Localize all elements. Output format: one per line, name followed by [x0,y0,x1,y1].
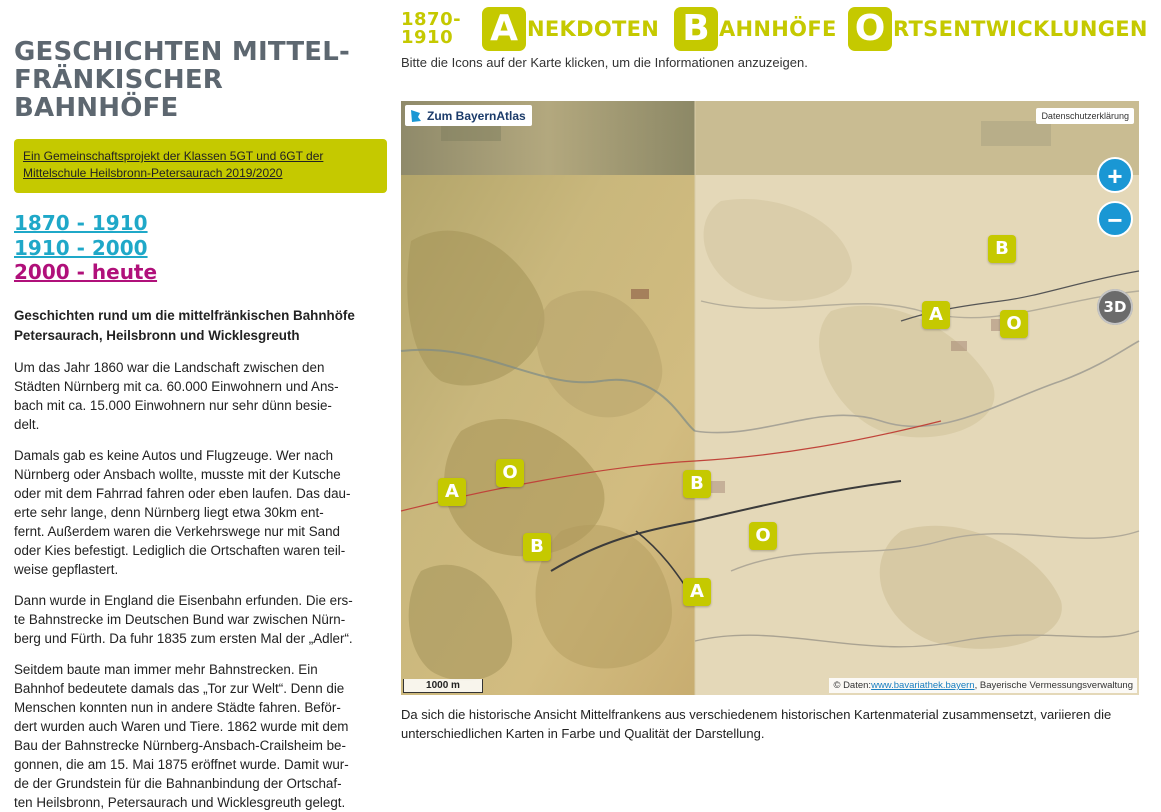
category-letter-a: A [482,7,526,51]
category-anekdoten[interactable] [482,6,659,52]
category-letter-o: O [848,7,892,51]
map-attribution [829,678,1137,693]
paragraph: Damals gab es keine Autos und Flugzeuge. Wer nach Nürnberg oder Ansbach wollte, musste mit der Kutsche oder mit dem Fahrrad fahren oder eben laufen. Das dau- erte sehr lange, denn Nürnberg liegt etwa 30km ent- fernt. Außerdem waren die Verkehrswege nur mit Sand oder Kies befestigt. Lediglich die Ortschaften waren teil- weise gepflastert. [14,447,351,577]
paragraph: Dann wurde in England die Eisenbahn erfunden. Die ers- te Bahnstrecke im Deutschen Bund war zwischen Nürn- berg und Fürth. Da fuhr 1835 zum ersten Mal der „Adler“. [14,592,353,646]
map-marker-b[interactable]: B [988,235,1016,263]
3d-view-button[interactable]: 3D [1097,289,1133,325]
bayernatlas-button[interactable] [405,105,532,126]
map-marker-b[interactable]: B [523,533,551,561]
era-badge: 1870- 1910 [401,9,462,48]
attribution-prefix: © Daten: [833,680,872,691]
category-ortsentwicklungen[interactable] [848,6,1148,52]
attribution-suffix: , Bayerische Vermessungsverwaltung [974,680,1133,691]
map-marker-b[interactable]: B [683,470,711,498]
category-bahnhoefe[interactable] [674,6,837,52]
left-column [14,38,387,812]
project-info-box [14,139,387,193]
paragraph: Seitdem baute man immer mehr Bahnstrecken. Ein Bahnhof bedeutete damals das „Tor zur Welt“. Denn die Menschen konnten nun in andere Städte fahren. Beför- dert wurden auch Waren und Tiere. 1862 wurde mit dem Bau der Bahnstrecke Nürnberg-Ansbach-Crailsheim be- gonnen, die am 15. Mai 1875 eröffnet wurde. Damit wur- de der Grundstein für die Bahnanbindung der Ortschaf- ten Heilsbronn, Petersaurach und Wicklesgreuth gelegt. [14,661,349,810]
map-marker-o[interactable]: O [496,459,524,487]
era-link-2000-heute[interactable]: 2000 - heute [14,260,158,284]
map-instruction: Bitte die Icons auf der Karte klicken, um die Informationen anzuzeigen. [401,55,808,70]
era-link-1910-2000[interactable]: 1910 - 2000 [14,235,148,260]
map-tiles [401,101,1139,695]
map-marker-a[interactable]: A [683,578,711,606]
page-title: GESCHICHTEN MITTEL- FRÄNKISCHER BAHNHÖFE [14,37,351,123]
map-marker-a[interactable]: A [438,478,466,506]
map-marker-o[interactable]: O [1000,310,1028,338]
category-header [401,4,1151,52]
map-marker-o[interactable]: O [749,522,777,550]
zoom-out-button[interactable]: − [1097,201,1133,237]
historic-map[interactable] [401,101,1139,695]
paragraph: Um das Jahr 1860 war die Landschaft zwischen den Städten Nürnberg mit ca. 60.000 Einwohnern und Ans- bach mit ca. 15.000 Einwohnern nur sehr dünn besie- delt. [14,359,339,432]
bayernatlas-label: Zum BayernAtlas [427,108,526,123]
category-label: NEKDOTEN [527,17,660,41]
category-label: AHNHÖFE [719,17,837,41]
zoom-in-button[interactable]: + [1097,157,1133,193]
era-link-1870-1910[interactable]: 1870 - 1910 [14,211,148,235]
map-caption: Da sich die historische Ansicht Mittelfrankens aus verschiedenem historischen Kartenmaterial zusammensetzt, variieren die unterschiedlichen Karten in Farbe und Qualität der Darstellung. [401,707,1112,741]
intro-heading: Geschichten rund um die mittelfränkischen Bahnhöfe Petersaurach, Heilsbronn und Wicklesgreuth [14,307,355,343]
map-scale: 1000 m [403,679,483,693]
category-label: RTSENTWICKLUNGEN [893,17,1148,41]
category-letter-b: B [674,7,718,51]
map-marker-a[interactable]: A [922,301,950,329]
bavariathek-link[interactable]: www.bavariathek.bayern [871,680,975,691]
era-navigation [14,211,387,285]
privacy-button[interactable]: Datenschutzerklärung [1036,108,1134,124]
bayernatlas-icon [409,109,423,123]
project-link[interactable]: Ein Gemeinschaftsprojekt der Klassen 5GT und 6GT der Mittelschule Heilsbronn-Petersaurach 2019/2020 [23,149,324,180]
